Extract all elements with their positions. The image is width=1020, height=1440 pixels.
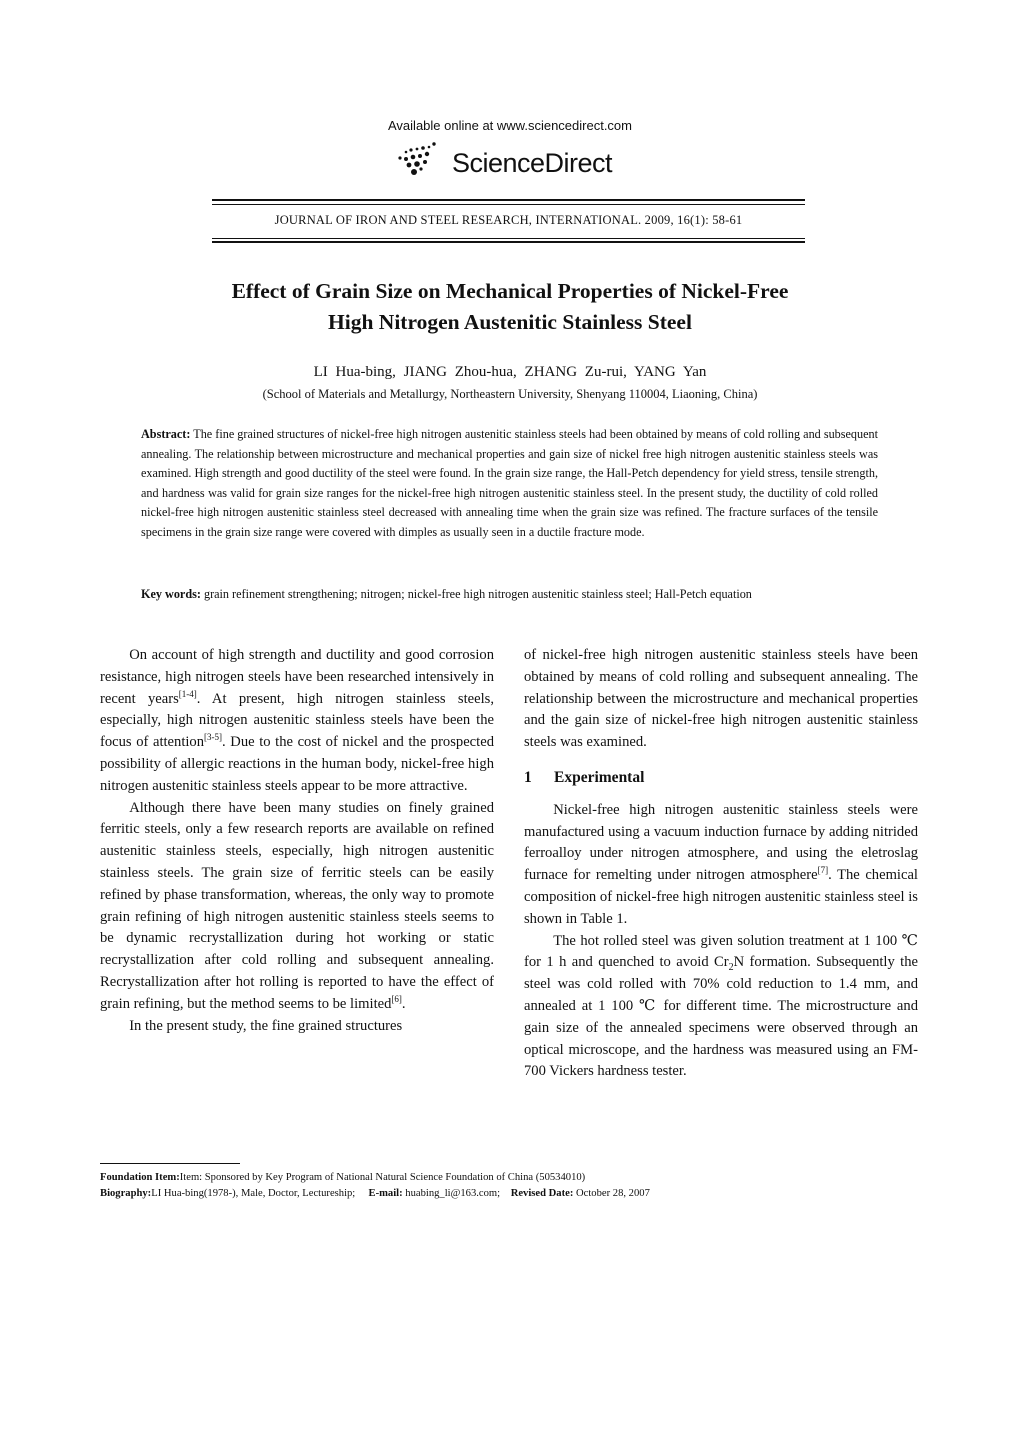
paragraph-text: Nickel-free high nitrogen austenitic stainless steels were manufactured using a vacuum induction furnace by adding nitrided ferroalloy under nitrogen atmosphere, and using the eletroslag furnace for remelting under nitrogen atmosphere xyxy=(524,801,918,884)
paragraph xyxy=(100,798,494,1016)
body-column-right xyxy=(524,645,918,1083)
title-line-2: High Nitrogen Austenitic Stainless Steel xyxy=(328,310,692,334)
sciencedirect-wordmark: ScienceDirect xyxy=(452,148,613,178)
paragraph xyxy=(100,645,494,798)
paragraph xyxy=(524,800,918,931)
body-column-left xyxy=(100,645,494,1037)
title-line-1: Effect of Grain Size on Mechanical Properties of Nickel-Free xyxy=(231,279,789,303)
keywords-text: grain refinement strengthening; nitrogen; nickel-free high nitrogen austenitic stainless steel; Hall-Petch equation xyxy=(200,587,752,601)
paragraph-text: . Due to the cost of nickel and the prospected possibility of allergic reactions in the human body, nickel-free high nitrogen austenitic stainless steels appear to be more attractive. xyxy=(100,734,494,794)
foundation-label: Foundation Item: xyxy=(100,1172,180,1183)
biography-text: LI Hua-bing(1978-), Male, Doctor, Lectureship; xyxy=(151,1188,356,1199)
paragraph-text: The hot rolled steel was given solution treatment at 1 100 ℃ for 1 h and quenched to avoid Cr xyxy=(524,932,918,971)
revised-text: October 28, 2007 xyxy=(576,1188,650,1199)
foundation-text: Item: Sponsored by Key Program of National Natural Science Foundation of China (50534010) xyxy=(179,1172,586,1183)
author-list: LI Hua-bing, JIANG Zhou-hua, ZHANG Zu-rui, YANG Yan xyxy=(313,364,707,380)
section-number: 1 xyxy=(524,768,532,786)
footnote-rule xyxy=(100,1163,240,1164)
paragraph xyxy=(524,931,918,1084)
footnote-biography xyxy=(100,1186,920,1202)
paragraph: of nickel-free high nitrogen austenitic stainless steels have been obtained by means of cold rolling and subsequent annealing. The relationship between the microstructure and mechanical properties and the gain size of nickel-free high nitrogen austenitic stainless steels was examined. xyxy=(524,647,918,751)
keywords xyxy=(141,585,878,605)
citation-ref: [7] xyxy=(817,865,829,876)
citation-ref: [1-4] xyxy=(178,688,197,699)
abstract-label: Abstract: xyxy=(141,427,191,441)
paragraph-text: N formation. Subsequently the steel was cold rolled with 70% cold reduction to 1.4 mm, and annealed at 1 100 ℃ for different time. The microstructure and gain size of the annealed specimens were observed through an optical microscope, and the hardness was measured using an FM-700 Vickers hardness tester. xyxy=(524,954,918,1080)
article-title xyxy=(100,276,920,338)
affiliation: (School of Materials and Metallurgy, Northeastern University, Shenyang 110004, Liaoning, China) xyxy=(262,387,758,401)
revised-label: Revised Date: xyxy=(510,1188,574,1199)
header-rule-top-thin xyxy=(212,204,805,205)
footnote-foundation xyxy=(100,1170,920,1186)
citation-ref: [3-5] xyxy=(204,732,223,743)
paragraph-text: Although there have been many studies on finely grained ferritic steels, only a few research reports are available on refined austenitic stainless steels, especially, high nitrogen austenitic stainless steels. The grain size of ferritic steels can be easily refined by phase transformation, whereas, the only way to promote grain refining of high nitrogen austenitic stainless steels seems to be dynamic recrystallization during hot working or static recrystallization after cold rolling and subsequent annealing. Recrystallization after hot rolling is reported to have the effect of grain refining, but the method seems to be limited xyxy=(100,799,494,1012)
abstract xyxy=(141,425,878,542)
citation-ref: [6] xyxy=(391,993,402,1004)
abstract-text: The fine grained structures of nickel-free high nitrogen austenitic stainless steels had been obtained by means of cold rolling and subsequent annealing. The relationship between microstructure and mechanical properties and gain size of nickel free high nitrogen austenitic stainless steels was examined. High strength and good ductility of the steel were found. In the grain size range, the Hall-Petch dependency for yield stress, tensile strength, and hardness was valid for grain size ranges for the nickel-free high nitrogen austenitic stainless steel. In the present study, the ductility of cold rolled nickel-free high nitrogen austenitic stainless steel decreased with annealing time when the grain size was refined. The fracture surfaces of the tensile specimens in the grain size range were covered with dimples as usually seen in a ductile fracture mode. xyxy=(141,427,878,539)
section-title: Experimental xyxy=(554,768,645,786)
header-rule-bottom xyxy=(212,241,805,243)
paragraph-text: On account of high strength and ductility and good corrosion resistance, high nitrogen steels have been researched intensively in recent years xyxy=(100,647,494,707)
sciencedirect-dots-icon xyxy=(390,138,450,186)
keywords-label: Key words: xyxy=(141,587,201,601)
paragraph-text: . The chemical composition of nickel-free high nitrogen austenitic stainless steel is shown in Table 1. xyxy=(524,867,918,927)
email-label: E-mail: xyxy=(368,1188,403,1199)
biography-label: Biography: xyxy=(100,1188,152,1199)
paragraph-text: . At present, high nitrogen stainless steels, especially, high nitrogen austenitic stainless steels have been the focus of attention xyxy=(100,690,494,751)
header-rule-top xyxy=(212,199,805,201)
sciencedirect-logo xyxy=(390,138,630,186)
subscript: 2 xyxy=(728,962,734,974)
header-rule-bottom-thin xyxy=(212,238,805,239)
paragraph: In the present study, the fine grained structures xyxy=(129,1017,403,1034)
section-heading xyxy=(524,767,918,789)
available-online-text: Available online at www.sciencedirect.com xyxy=(388,118,632,133)
journal-citation: JOURNAL OF IRON AND STEEL RESEARCH, INTERNATIONAL. 2009, 16(1): 58-61 xyxy=(274,213,743,227)
email-text: huabing_li@163.com; xyxy=(405,1188,501,1199)
paragraph-text: . xyxy=(401,995,406,1012)
